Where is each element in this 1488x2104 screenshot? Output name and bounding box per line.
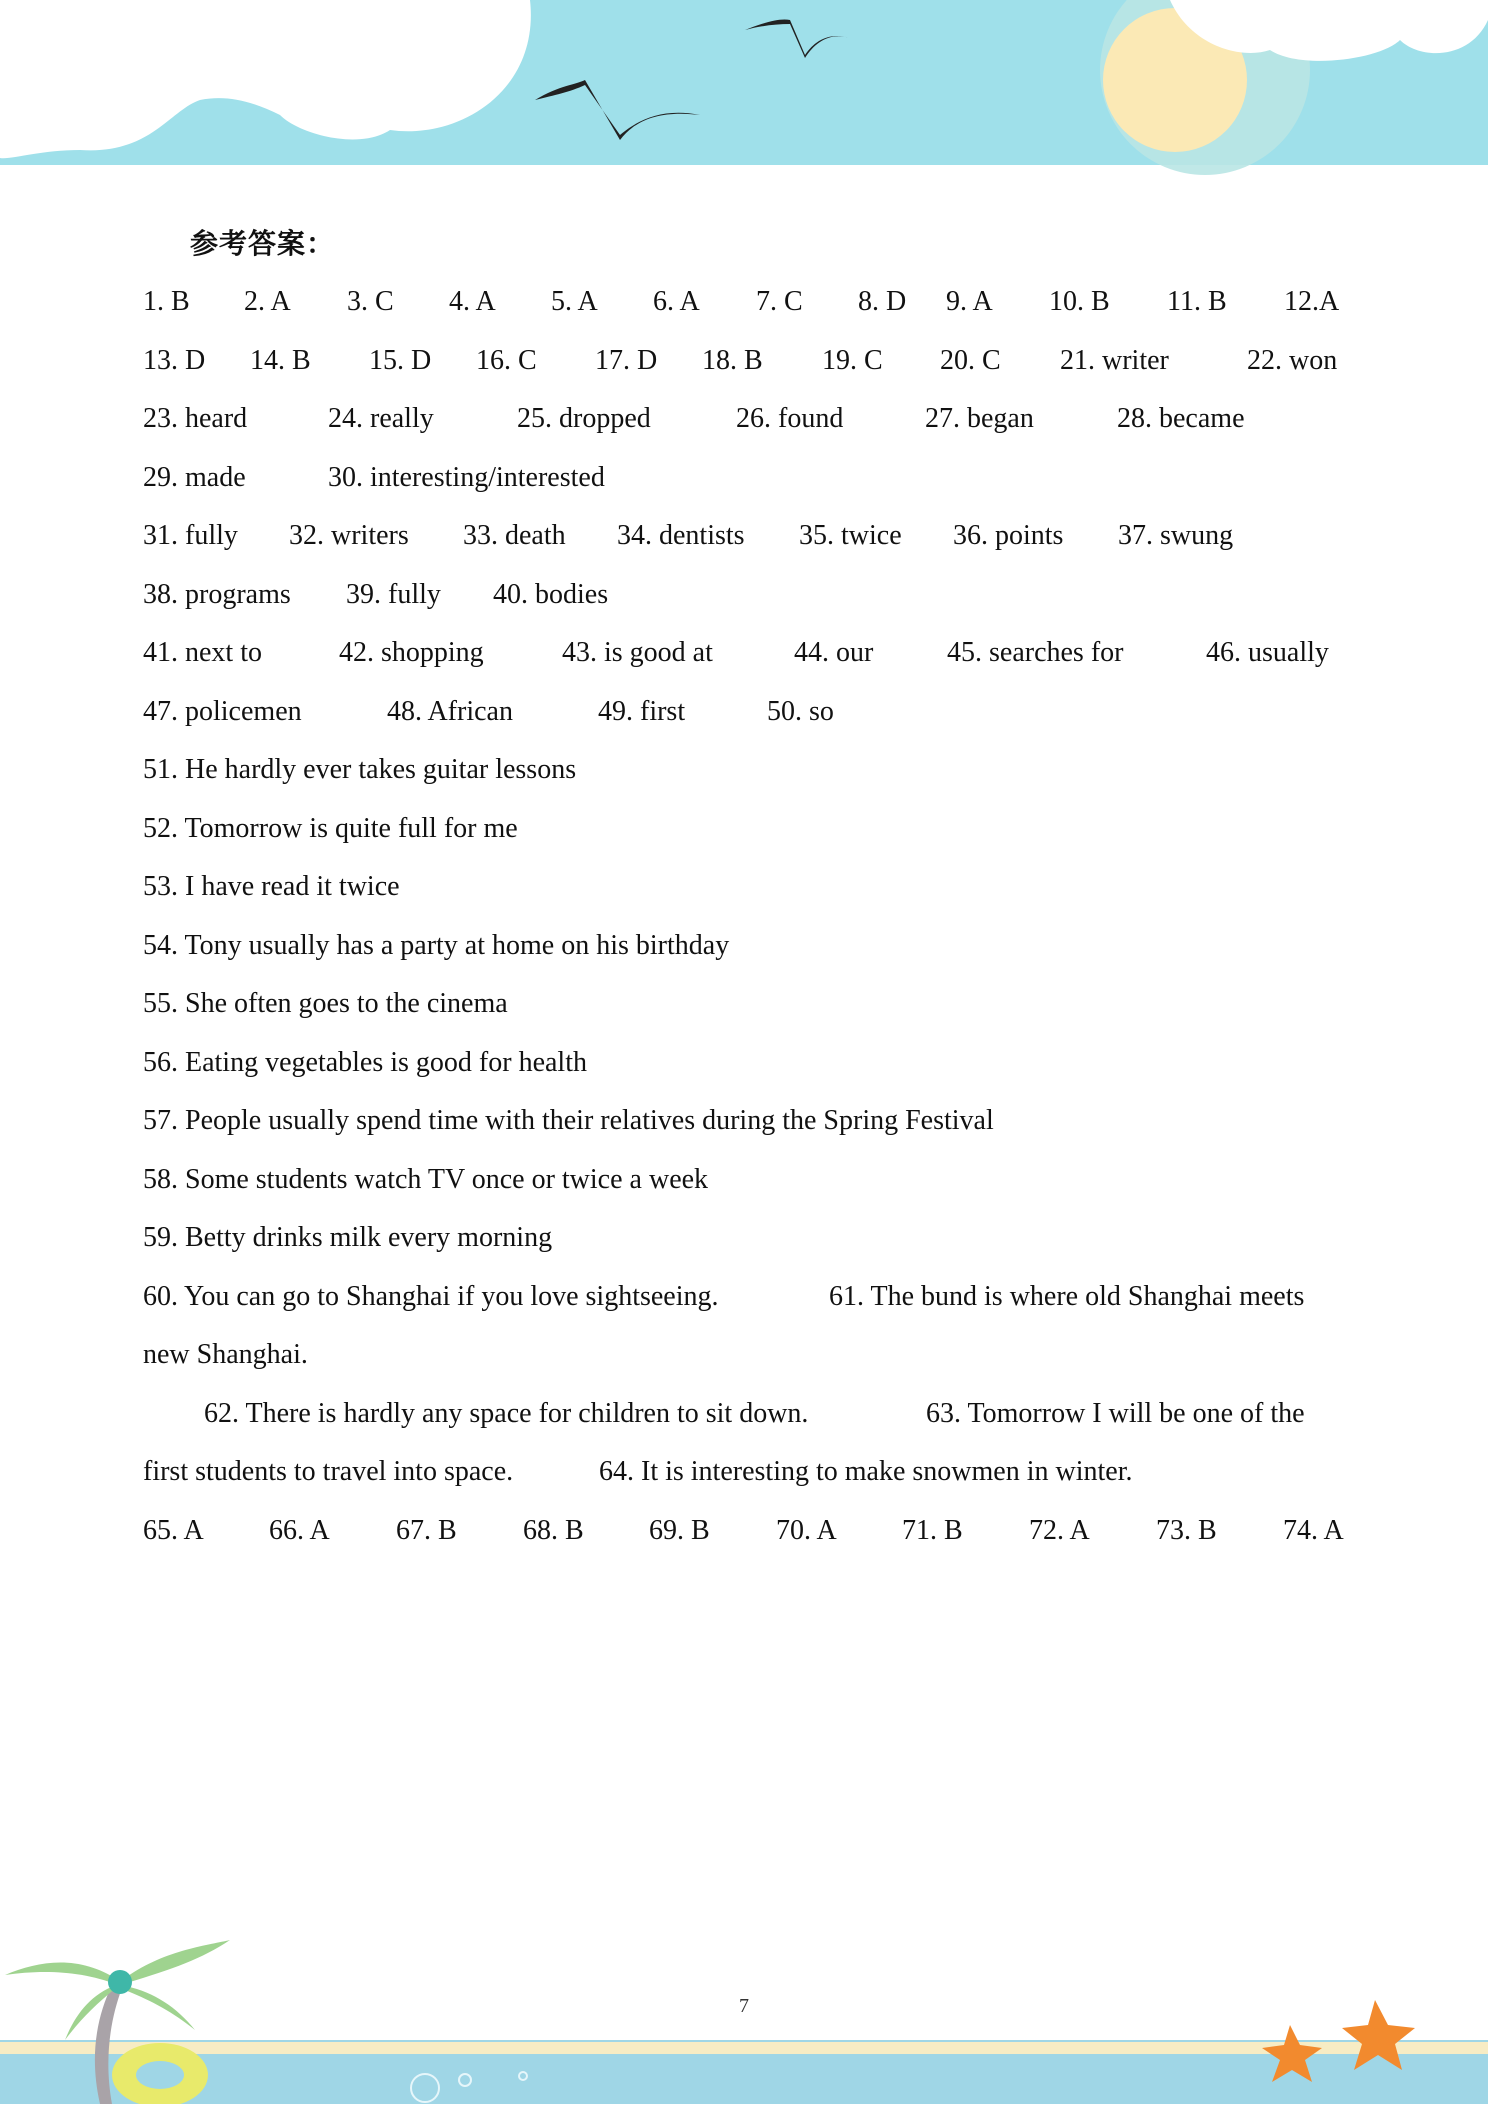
answer-row xyxy=(143,575,1348,615)
answer-item: 44. our xyxy=(794,637,874,668)
answer-item: new Shanghai. xyxy=(143,1339,308,1370)
answer-item: 49. first xyxy=(598,696,686,727)
answer-item: 70. A xyxy=(776,1515,837,1546)
answer-paragraph-line xyxy=(143,1394,1348,1434)
answer-item: 5. A xyxy=(551,286,598,317)
answer-row xyxy=(143,458,1348,498)
answer-item: 32. writers xyxy=(289,520,409,551)
answer-item: 59. Betty drinks milk every morning xyxy=(143,1222,553,1253)
answer-item: 43. is good at xyxy=(562,637,713,668)
answer-item: 66. A xyxy=(269,1515,330,1546)
answer-item: 54. Tony usually has a party at home on his birthday xyxy=(143,930,730,961)
answer-item: 28. became xyxy=(1117,403,1245,434)
answer-item: 61. The bund is where old Shanghai meets xyxy=(829,1281,1305,1312)
answer-item: 74. A xyxy=(1283,1515,1344,1546)
answer-item: 60. You can go to Shanghai if you love sightseeing. xyxy=(143,1281,719,1312)
answer-item: 69. B xyxy=(649,1515,710,1546)
answer-item: 1. B xyxy=(143,286,190,317)
answer-paragraph-line xyxy=(143,1511,1348,1551)
answer-item: 20. C xyxy=(940,345,1001,376)
answer-paragraph-line xyxy=(143,1277,1348,1317)
palm-leaf-icon xyxy=(120,1940,230,1985)
answer-item: 52. Tomorrow is quite full for me xyxy=(143,813,518,844)
answer-paragraph-line xyxy=(143,1335,1348,1375)
answer-item: 46. usually xyxy=(1206,637,1329,668)
answer-item: 62. There is hardly any space for children to sit down. xyxy=(204,1398,809,1429)
answer-item: 47. policemen xyxy=(143,696,302,727)
answer-item: 21. writer xyxy=(1060,345,1169,376)
answer-row xyxy=(143,282,1348,322)
answer-sentence xyxy=(143,867,1348,907)
answer-sentence xyxy=(143,984,1348,1024)
answer-item: 51. He hardly ever takes guitar lessons xyxy=(143,754,577,785)
answer-item: 40. bodies xyxy=(493,579,609,610)
answer-item: 6. A xyxy=(653,286,700,317)
answer-item: 68. B xyxy=(523,1515,584,1546)
answer-item: 4. A xyxy=(449,286,496,317)
answer-item: 45. searches for xyxy=(947,637,1124,668)
answer-item: 39. fully xyxy=(346,579,441,610)
answer-item: 73. B xyxy=(1156,1515,1217,1546)
answer-item: 56. Eating vegetables is good for health xyxy=(143,1047,587,1078)
footer-beach-illustration xyxy=(0,1930,1488,2104)
answer-item: 2. A xyxy=(244,286,291,317)
answer-item: 13. D xyxy=(143,345,206,376)
coconut-icon xyxy=(108,1970,132,1994)
answer-item: 15. D xyxy=(369,345,432,376)
palm-leaf-icon xyxy=(120,1985,195,2030)
answer-item: 36. points xyxy=(953,520,1064,551)
answer-item: 64. It is interesting to make snowmen in winter. xyxy=(599,1456,1133,1487)
answer-item: 25. dropped xyxy=(517,403,651,434)
answer-sentence xyxy=(143,1160,1348,1200)
answer-item: 34. dentists xyxy=(617,520,745,551)
answer-item: 57. People usually spend time with their relatives during the Spring Festival xyxy=(143,1105,994,1136)
answer-sentence xyxy=(143,1101,1348,1141)
answer-item: 18. B xyxy=(702,345,763,376)
answer-item: 29. made xyxy=(143,462,246,493)
answer-item: 50. so xyxy=(767,696,834,727)
answer-item: 23. heard xyxy=(143,403,248,434)
answer-item: 9. A xyxy=(946,286,993,317)
answer-item: 37. swung xyxy=(1118,520,1234,551)
answer-key-heading: 参考答案： xyxy=(190,227,336,260)
answer-sentence xyxy=(143,1043,1348,1083)
answer-item: 67. B xyxy=(396,1515,457,1546)
answer-item: 8. D xyxy=(858,286,907,317)
answer-item: 31. fully xyxy=(143,520,238,551)
page-number: 7 xyxy=(739,1995,749,2017)
answer-sentence xyxy=(143,750,1348,790)
answer-item: 63. Tomorrow I will be one of the xyxy=(926,1398,1305,1429)
answer-item: 19. C xyxy=(822,345,883,376)
answer-item: 72. A xyxy=(1029,1515,1090,1546)
answer-item: 53. I have read it twice xyxy=(143,871,400,902)
answer-sentence xyxy=(143,926,1348,966)
answer-row xyxy=(143,633,1348,673)
answer-item: 16. C xyxy=(476,345,537,376)
answer-item: 12.A xyxy=(1284,286,1340,317)
answer-item: 3. C xyxy=(347,286,394,317)
answer-item: 30. interesting/interested xyxy=(328,462,605,493)
answer-item: 7. C xyxy=(756,286,803,317)
answer-item: 42. shopping xyxy=(339,637,484,668)
answer-row xyxy=(143,692,1348,732)
answer-item: 11. B xyxy=(1167,286,1227,317)
answer-item: 55. She often goes to the cinema xyxy=(143,988,508,1019)
answer-item: 10. B xyxy=(1049,286,1110,317)
answer-paragraph-line xyxy=(143,1452,1348,1492)
answer-item: 33. death xyxy=(463,520,566,551)
answer-item: 24. really xyxy=(328,403,434,434)
answer-item: first students to travel into space. xyxy=(143,1456,514,1487)
answer-item: 27. began xyxy=(925,403,1034,434)
answer-item: 48. African xyxy=(387,696,513,727)
answer-item: 14. B xyxy=(250,345,311,376)
answer-item: 26. found xyxy=(736,403,844,434)
header-sky-illustration xyxy=(0,0,1488,175)
answer-item: 58. Some students watch TV once or twice a week xyxy=(143,1164,709,1195)
answer-item: 65. A xyxy=(143,1515,204,1546)
answer-item: 38. programs xyxy=(143,579,291,610)
answer-item: 41. next to xyxy=(143,637,262,668)
palm-leaf-icon xyxy=(5,1963,118,1986)
answer-sentence xyxy=(143,1218,1348,1258)
answer-item: 35. twice xyxy=(799,520,902,551)
answer-item: 22. won xyxy=(1247,345,1338,376)
answer-row xyxy=(143,399,1348,439)
answer-item: 17. D xyxy=(595,345,658,376)
answer-sentence xyxy=(143,809,1348,849)
answer-item: 71. B xyxy=(902,1515,963,1546)
answer-row xyxy=(143,341,1348,381)
answer-row xyxy=(143,516,1348,556)
